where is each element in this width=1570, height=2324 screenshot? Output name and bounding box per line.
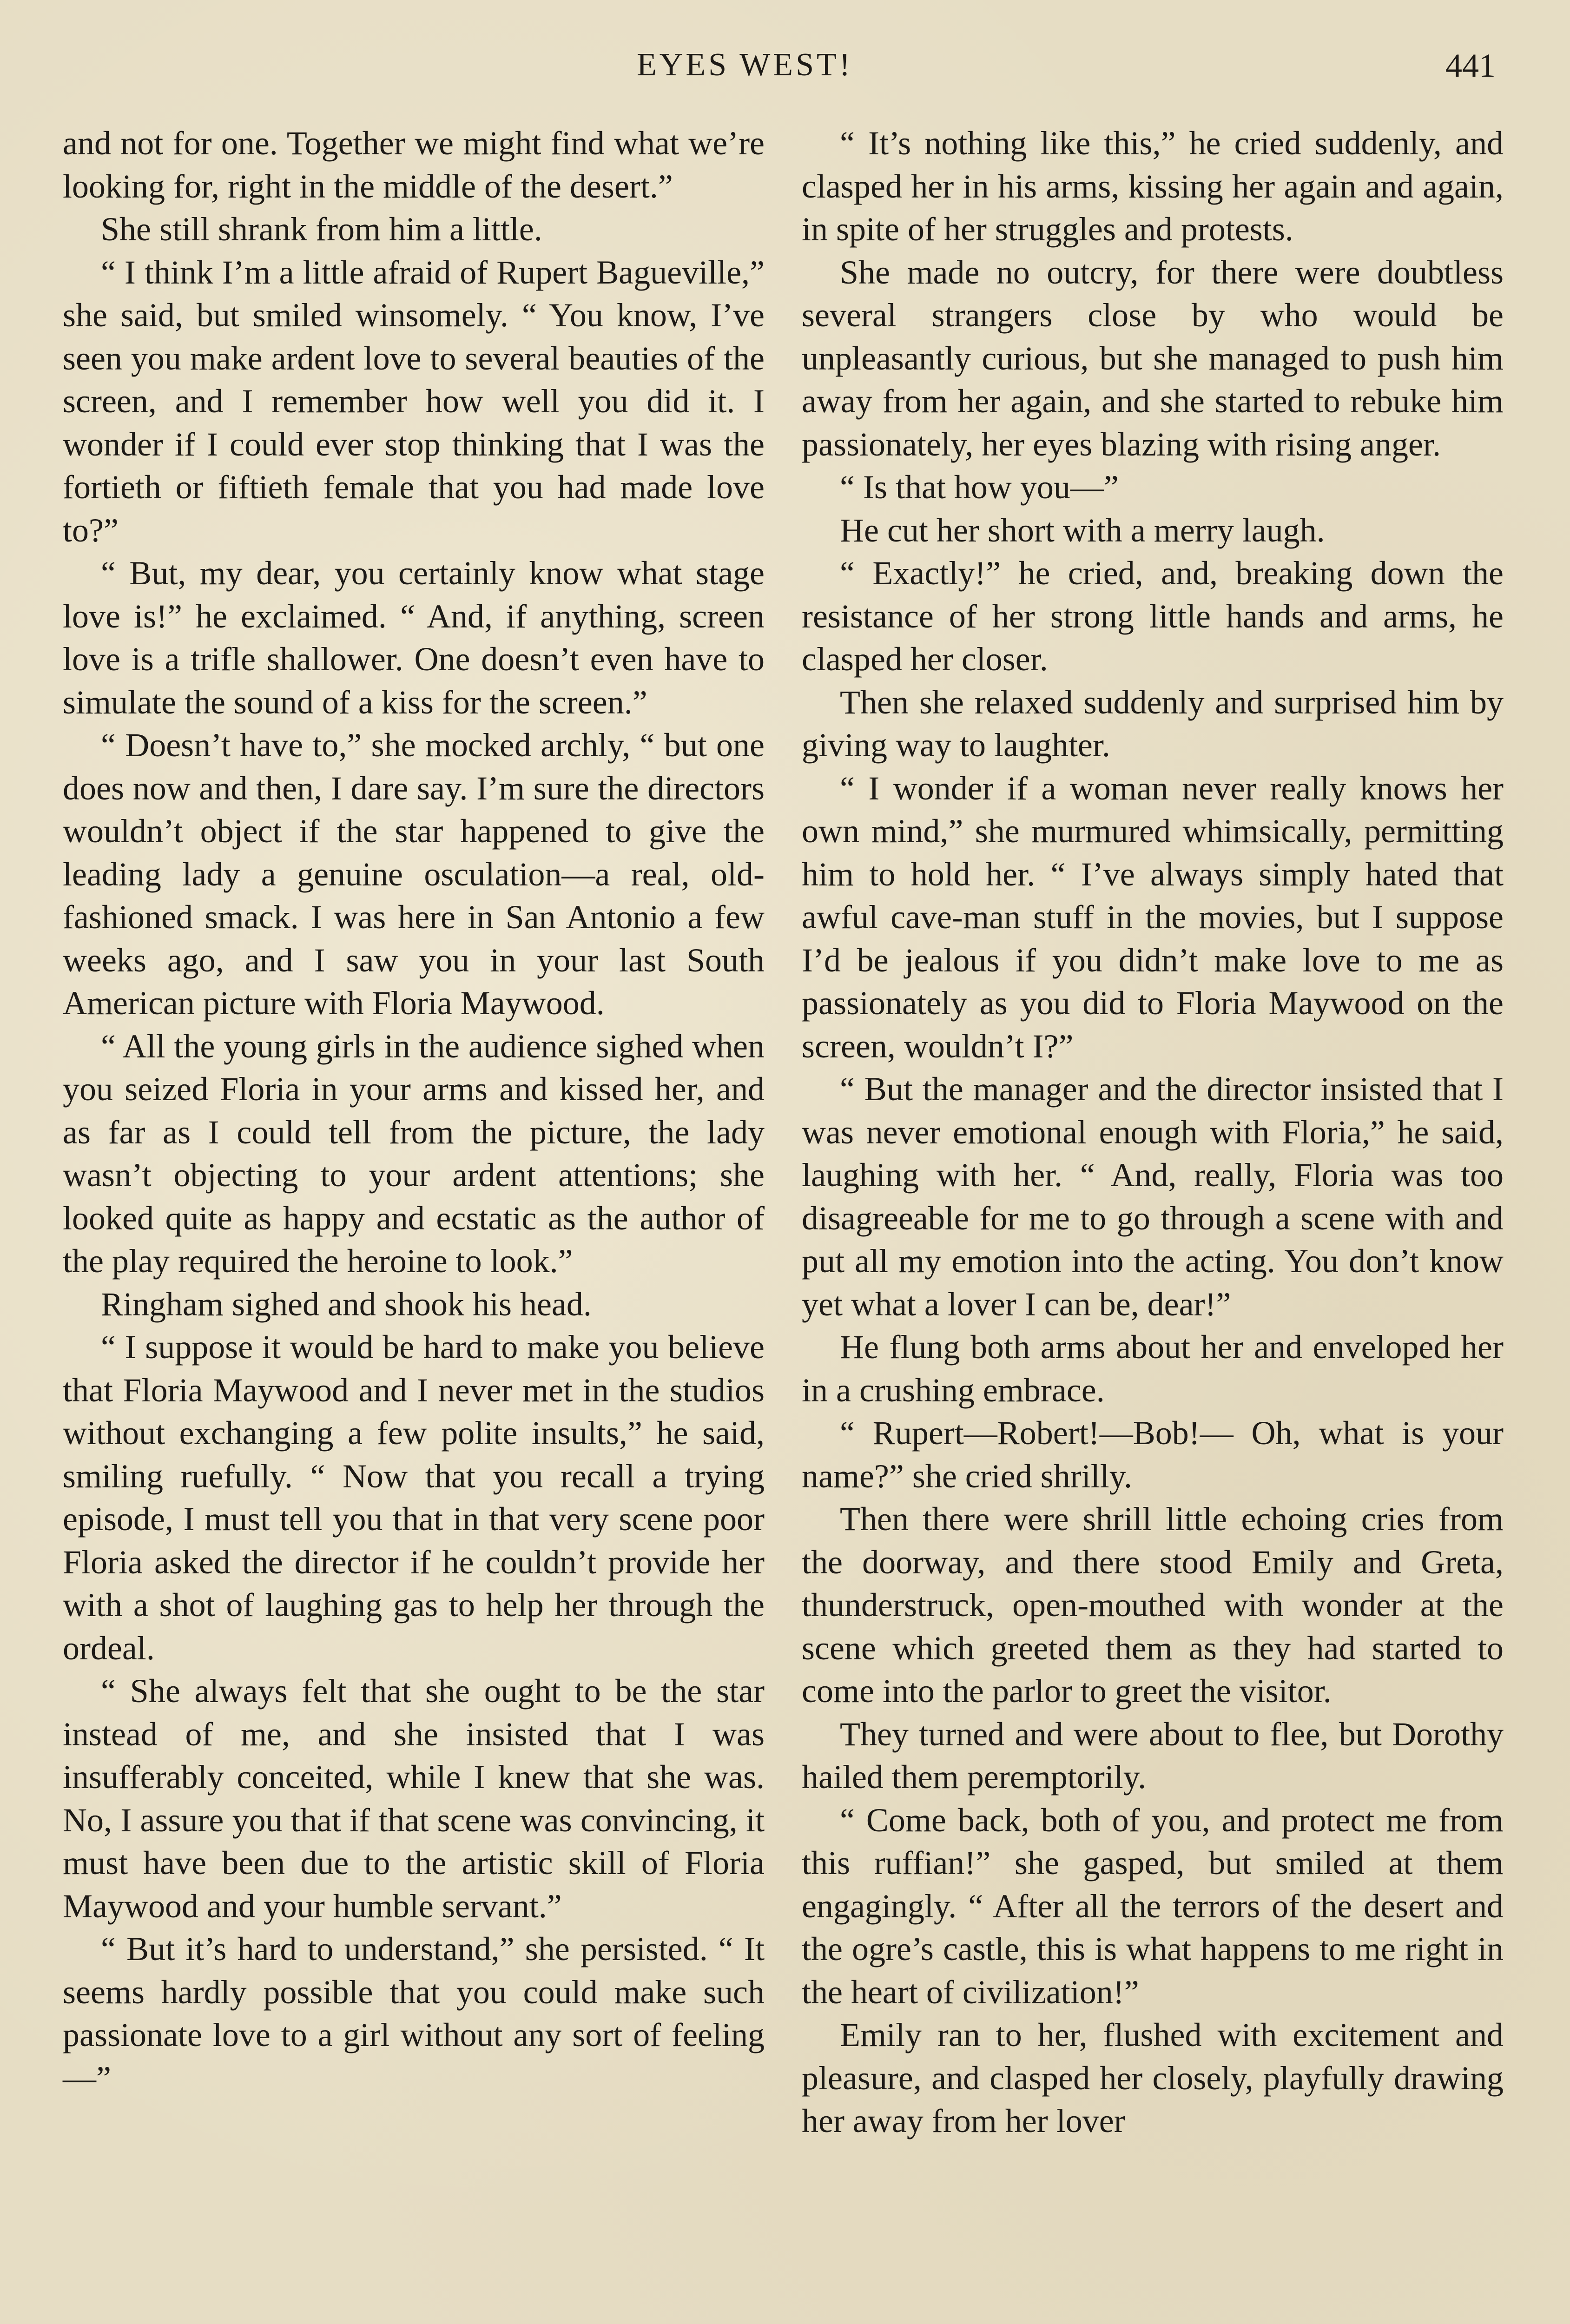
paragraph: “ I wonder if a woman never really knows her own mind,” she murmured whimsically, permitting him to hold her. “ I’ve always simply hated that awful cave-man stuff in the movies, but I suppose I’d be jealous if you didn’t make love to me as passionately as you did to Floria Maywood on the screen, wouldn’t I?” <box>802 769 1504 1065</box>
left-text-column <box>63 122 765 2100</box>
paragraph: Emily ran to her, flushed with excitement and pleasure, and clasped her closely, playfully drawing her away from her lover <box>802 2016 1504 2139</box>
running-title: EYES WEST! <box>637 47 853 83</box>
paragraph: “ But the manager and the director insisted that I was never emotional enough with Floria,” he said, laughing with her. “ And, really, Floria was too disagreeable for me to go through a scene with and put all my emotion into the acting. You don’t know yet what a lover I can be, dear!” <box>802 1070 1504 1323</box>
paragraph: Then there were shrill little echoing cries from the doorway, and there stood Emily and Greta, thunderstruck, open-mouthed with wonder at the scene which greeted them as they had started to come into the parlor to greet the visitor. <box>802 1500 1504 1710</box>
paragraph: “ It’s nothing like this,” he cried suddenly, and clasped her in his arms, kissing her again and again, in spite of her struggles and protests. <box>802 125 1504 248</box>
page-number: 441 <box>1445 47 1496 84</box>
paragraph: “ Doesn’t have to,” she mocked archly, “ but one does now and then, I dare say. I’m sure the directors wouldn’t object if the star happened to give the leading lady a genuine osculation—a real, old-fashioned smack. I was here in San Antonio a few weeks ago, and I saw you in your last South American picture with Floria Maywood. <box>63 726 765 1022</box>
paragraph: They turned and were about to flee, but Dorothy hailed them peremptorily. <box>802 1715 1504 1796</box>
paragraph: “ She always felt that she ought to be the star instead of me, and she insisted that I was insufferably conceited, while I knew that she was. No, I assure you that if that scene was convincing, it must have been due to the artistic skill of Floria Maywood and your humble servant.” <box>63 1672 765 1925</box>
paragraph: “ Is that how you—” <box>840 469 1119 506</box>
paragraph: “ But, my dear, you certainly know what stage love is!” he exclaimed. “ And, if anything, screen love is a trifle shallower. One doesn’t even have to simulate the sound of a kiss for the screen.” <box>63 555 765 721</box>
paragraph: Then she relaxed suddenly and surprised him by giving way to laughter. <box>802 683 1504 764</box>
paragraph: She still shrank from him a little. <box>101 211 542 248</box>
paragraph: “ Rupert—Robert!—Bob!— Oh, what is your name?” she cried shrilly. <box>802 1414 1504 1495</box>
paragraph: He cut her short with a merry laugh. <box>840 511 1325 549</box>
paragraph: “ I think I’m a little afraid of Rupert Bagueville,” she said, but smiled winsomely. “ You know, I’ve seen you make ardent love to several beauties of the screen, and I remember how well you did it. I wonder if I could ever stop thinking that I was the fortieth or fiftieth female that you had made love to?” <box>63 253 765 549</box>
paragraph: “ But it’s hard to understand,” she persisted. “ It seems hardly possible that you could make such passionate love to a girl without any sort of feeling—” <box>63 1930 765 2097</box>
paragraph: He flung both arms about her and enveloped her in a crushing embrace. <box>802 1328 1504 1409</box>
paragraph: “ All the young girls in the audience sighed when you seized Floria in your arms and kissed her, and as far as I could tell from the picture, the lady wasn’t objecting to your ardent attentions; she looked quite as happy and ecstatic as the author of the play required the heroine to look.” <box>63 1027 765 1280</box>
paragraph: “ Come back, both of you, and protect me from this ruffian!” she gasped, but smiled at them engagingly. “ After all the terrors of the desert and the ogre’s castle, this is what happens to me right in the heart of civilization!” <box>802 1801 1504 2011</box>
paragraph: and not for one. Together we might find what we’re looking for, right in the middle of the desert.” <box>63 125 765 205</box>
paragraph: “ Exactly!” he cried, and, breaking down the resistance of her strong little hands and arms, he clasped her closer. <box>802 555 1504 678</box>
paragraph: She made no outcry, for there were doubtless several strangers close by who would be unpleasantly curious, but she managed to push him away from her again, and she started to rebuke him passionately, her eyes blazing with rising anger. <box>802 253 1504 463</box>
right-text-column <box>802 122 1504 2143</box>
paragraph: Ringham sighed and shook his head. <box>101 1285 592 1323</box>
paragraph: “ I suppose it would be hard to make you believe that Floria Maywood and I never met in the studios without exchanging a few polite insults,” he said, smiling ruefully. “ Now that you recall a trying episode, I must tell you that in that very scene poor Floria asked the director if he couldn’t provide her with a shot of laughing gas to help her through the ordeal. <box>63 1328 765 1667</box>
